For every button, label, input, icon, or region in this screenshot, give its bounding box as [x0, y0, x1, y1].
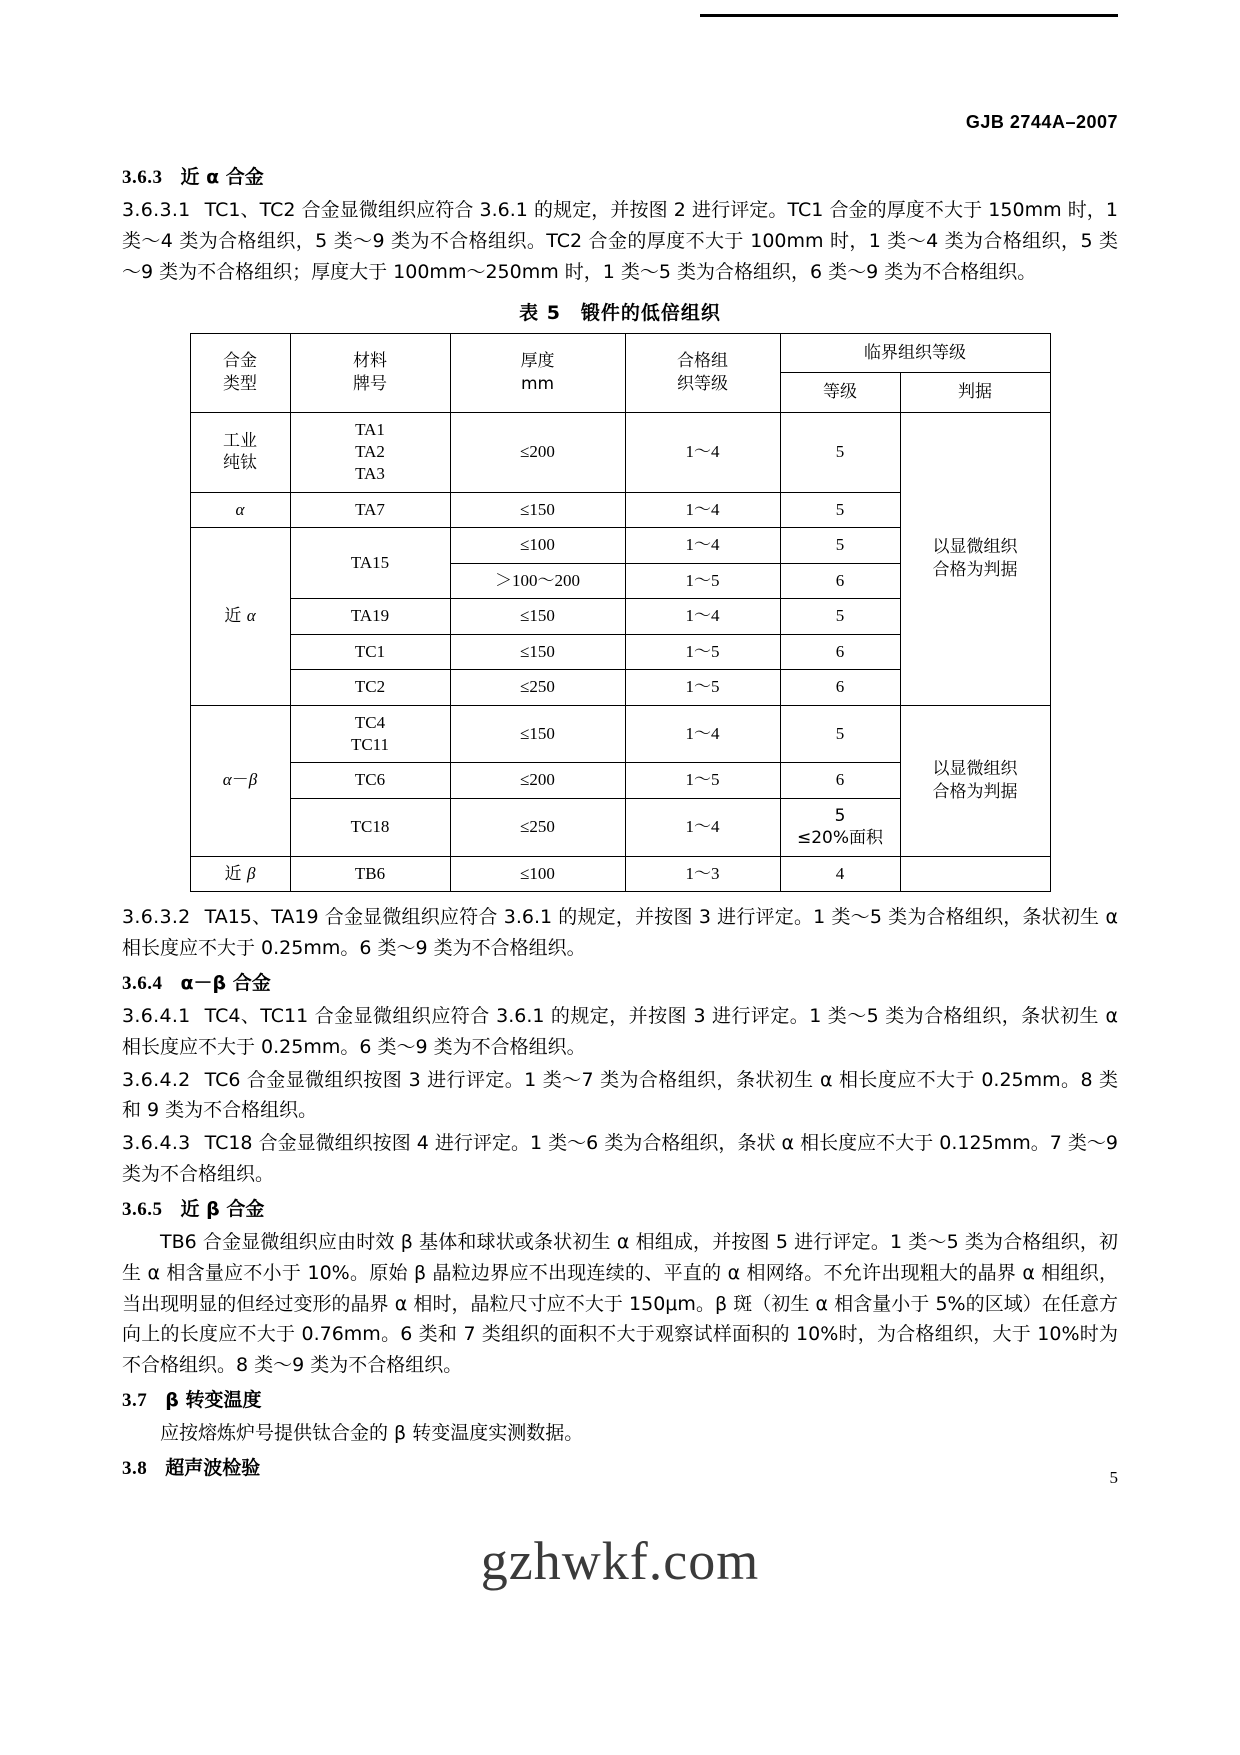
page-number: 5 [1109, 1468, 1118, 1487]
cell-grade: TA7 [290, 492, 450, 527]
header-rule [700, 14, 1118, 17]
clause-3-7-title: β 转变温度 [165, 1388, 262, 1411]
clause-3-6-4-3-number: 3.6.4.3 [122, 1132, 191, 1155]
cell-qualified: 1～5 [625, 670, 780, 705]
clause-3-6-5-number: 3.6.5 [122, 1198, 163, 1220]
cell-alloy-type: α－β [190, 705, 290, 856]
cell-critical: 6 [780, 670, 900, 705]
cell-qualified: 1～5 [625, 563, 780, 598]
cell-grade: TC18 [290, 798, 450, 856]
cell-qualified: 1～4 [625, 492, 780, 527]
cell-qualified: 1～5 [625, 763, 780, 798]
th-qualified-grade: 合格组 织等级 [625, 333, 780, 412]
cell-thickness: ≤100 [450, 528, 625, 563]
cell-thickness: ≤200 [450, 412, 625, 492]
cell-thickness: ≤250 [450, 670, 625, 705]
clause-3-6-4-3-text: TC18 合金显微组织按图 4 进行评定。1 类～6 类为合格组织，条状 α 相长度应不大于 0.125mm。7 类～9 类为不合格组织。 [122, 1132, 1118, 1185]
clause-3-6-4-title: α－β 合金 [180, 971, 271, 994]
cell-thickness: ≤250 [450, 798, 625, 856]
cell-critical: 6 [780, 634, 900, 669]
cell-critical: 5 [780, 412, 900, 492]
cell-critical: 6 [780, 763, 900, 798]
standard-code-header: GJB 2744A–2007 [965, 112, 1118, 132]
clause-3-6-3-1-number: 3.6.3.1 [122, 199, 191, 222]
th-thickness: 厚度 mm [450, 333, 625, 412]
cell-thickness: ≤150 [450, 634, 625, 669]
clause-3-6-3-1-text: TC1、TC2 合金显微组织应符合 3.6.1 的规定，并按图 2 进行评定。TC1 合金的厚度不大于 150mm 时，1 类～4 类为合格组织，5 类～9 类为不合格组织。TC2 合金的厚度不大于 100mm 时，1 类～4 类为合格组织，5 类～9 类为不合格组织；厚度大于 100mm～250mm 时，1 类～5 类为合格组织，6 类～9 类为不合格组织。 [122, 199, 1118, 283]
cell-thickness: ≤150 [450, 599, 625, 634]
table-row [190, 412, 1050, 492]
watermark: gzhwkf.com [480, 1531, 760, 1591]
cell-qualified: 1～4 [625, 705, 780, 763]
clause-3-6-5-title: 近 β 合金 [180, 1197, 265, 1220]
clause-3-6-4-1-paragraph [122, 1001, 1118, 1063]
cell-alloy-type: 近 α [190, 528, 290, 705]
cell-critical: 5 [780, 528, 900, 563]
cell-grade: TA15 [290, 528, 450, 599]
clause-3-7-heading [122, 1385, 1118, 1416]
clause-3-6-4-2-paragraph [122, 1065, 1118, 1127]
table-row [190, 705, 1050, 763]
cell-critical: 5 [780, 492, 900, 527]
clause-3-6-4-heading [122, 968, 1118, 999]
clause-3-6-3-2-number: 3.6.3.2 [122, 906, 191, 929]
cell-critical: 5 [780, 705, 900, 763]
clause-3-6-3-2-text: TA15、TA19 合金显微组织应符合 3.6.1 的规定，并按图 3 进行评定。1 类～5 类为合格组织，条状初生 α 相长度应不大于 0.25mm。6 类～9 类为不合格组织。 [122, 906, 1118, 959]
cell-thickness: ＞100～200 [450, 563, 625, 598]
cell-thickness: ≤100 [450, 856, 625, 891]
cell-thickness: ≤150 [450, 705, 625, 763]
cell-grade: TC6 [290, 763, 450, 798]
clause-3-6-5-heading [122, 1194, 1118, 1225]
clause-3-6-3-2-paragraph [122, 902, 1118, 964]
table5-header-row-1 [190, 333, 1050, 372]
clause-3-8-number: 3.8 [122, 1458, 148, 1480]
clause-3-8-title: 超声波检验 [165, 1457, 261, 1480]
cell-qualified: 1～4 [625, 599, 780, 634]
cell-criterion-empty [900, 856, 1050, 891]
clause-3-7-paragraph: 应按熔炼炉号提供钛合金的 β 转变温度实测数据。 [160, 1422, 584, 1445]
cell-grade: TA1 TA2 TA3 [290, 412, 450, 492]
table5-caption: 表 5 锻件的低倍组织 [519, 301, 721, 324]
cell-critical: 4 [780, 856, 900, 891]
cell-qualified: 1～5 [625, 634, 780, 669]
cell-alloy-type: α [190, 492, 290, 527]
th-criterion: 判据 [900, 373, 1050, 412]
clause-3-6-4-1-number: 3.6.4.1 [122, 1005, 191, 1028]
cell-thickness: ≤200 [450, 763, 625, 798]
cell-qualified: 1～4 [625, 528, 780, 563]
page-content [122, 158, 1118, 1486]
th-critical-grade: 等级 [780, 373, 900, 412]
cell-qualified: 1～3 [625, 856, 780, 891]
clause-3-6-4-2-number: 3.6.4.2 [122, 1068, 191, 1091]
th-critical-group: 临界组织等级 [780, 333, 1050, 372]
cell-critical: 6 [780, 563, 900, 598]
clause-3-6-3-number: 3.6.3 [122, 167, 163, 188]
cell-critical: 5 ≤20%面积 [780, 798, 900, 856]
cell-grade: TC1 [290, 634, 450, 669]
cell-qualified: 1～4 [625, 798, 780, 856]
th-material-grade: 材料 牌号 [290, 333, 450, 412]
table5-low-magnification-structure [190, 333, 1051, 892]
cell-criterion-lower: 以显微组织 合格为判据 [900, 705, 1050, 856]
clause-3-6-5-paragraph: TB6 合金显微组织应由时效 β 基体和球状或条状初生 α 相组成，并按图 5 进行评定。1 类～5 类为合格组织，初生 α 相含量应不小于 10%。原始 β 晶粒边界应不出现连续的、平直的 α 相网络。不允许出现粗大的晶界 α 相组织，当出现明显的但经过变形的晶界 α 相时，晶粒尺寸应不大于 150μm。β 斑（初生 α 相含量小于 5%的区域）在任意方向上的长度应不大于 0.76mm。6 类和 7 类组织的面积不大于观察试样面积的 10%时，为合格组织，大于 10%时为不合格组织。8 类～9 类为不合格组织。 [122, 1231, 1118, 1377]
cell-thickness: ≤150 [450, 492, 625, 527]
clause-3-6-3-title: 近 α 合金 [180, 166, 264, 188]
th-alloy-type: 合金 类型 [190, 333, 290, 412]
cell-qualified: 1～4 [625, 412, 780, 492]
cell-alloy-type: 近 β [190, 856, 290, 891]
clause-3-6-4-3-paragraph [122, 1128, 1118, 1190]
cell-critical: 5 [780, 599, 900, 634]
clause-3-6-3-1-paragraph [122, 195, 1118, 287]
clause-3-6-3-heading [122, 162, 1118, 193]
table-row [190, 856, 1050, 891]
clause-3-8-heading [122, 1453, 1118, 1484]
cell-grade: TC4 TC11 [290, 705, 450, 763]
cell-grade: TB6 [290, 856, 450, 891]
cell-alloy-type: 工业 纯钛 [190, 412, 290, 492]
cell-grade: TA19 [290, 599, 450, 634]
clause-3-6-4-2-text: TC6 合金显微组织按图 3 进行评定。1 类～7 类为合格组织，条状初生 α 相长度应不大于 0.25mm。8 类和 9 类为不合格组织。 [122, 1068, 1118, 1122]
clause-3-7-number: 3.7 [122, 1389, 148, 1411]
clause-3-6-4-number: 3.6.4 [122, 972, 163, 994]
cell-criterion-upper: 以显微组织 合格为判据 [900, 412, 1050, 705]
clause-3-6-4-1-text: TC4、TC11 合金显微组织应符合 3.6.1 的规定，并按图 3 进行评定。1 类～5 类为合格组织，条状初生 α 相长度应不大于 0.25mm。6 类～9 类为不合格组织。 [122, 1005, 1118, 1058]
cell-grade: TC2 [290, 670, 450, 705]
